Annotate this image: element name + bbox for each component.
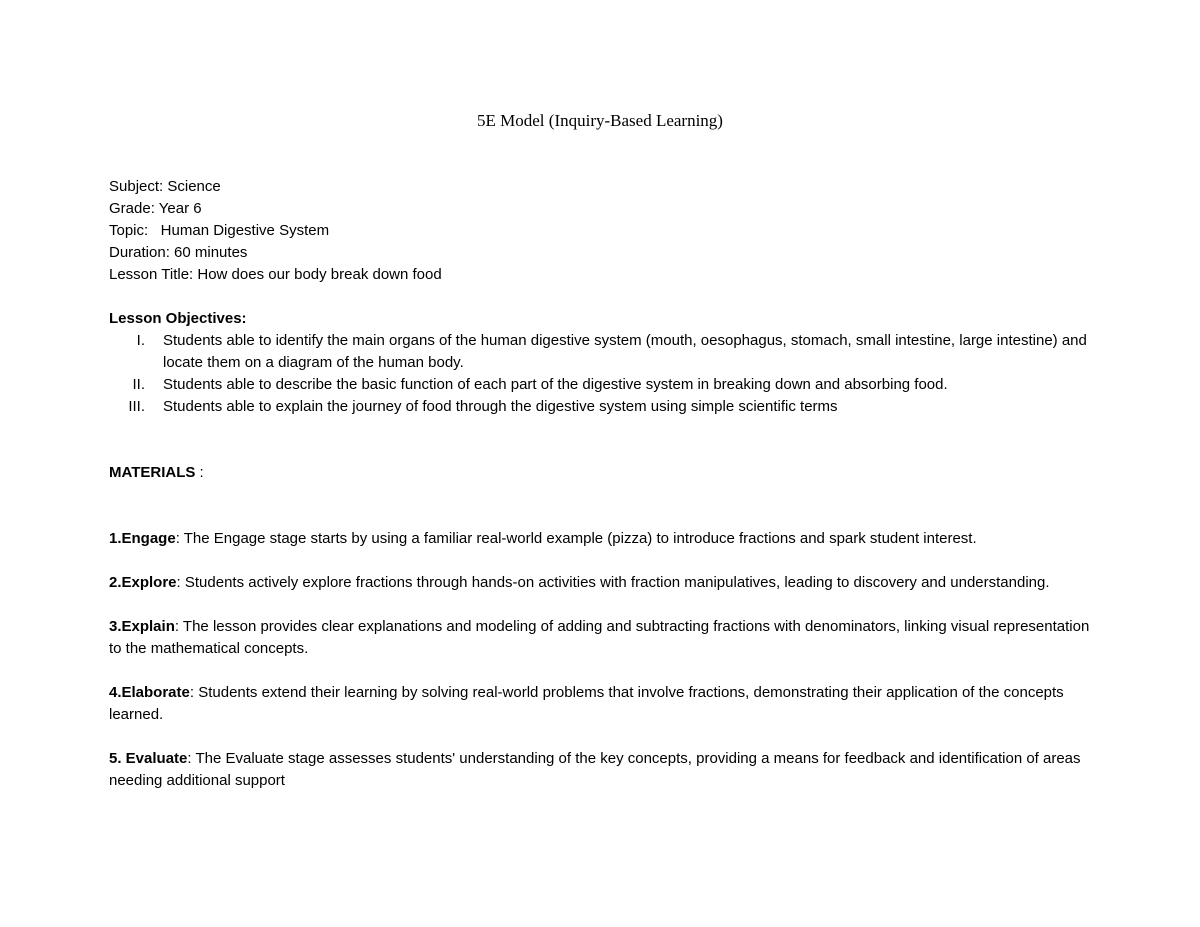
spacer (109, 484, 1094, 528)
stage-engage (109, 528, 1094, 550)
spacer (109, 418, 1094, 462)
duration-line: Duration: 60 minutes (109, 244, 248, 261)
stage-evaluate (109, 748, 1094, 792)
grade-line: Grade: Year 6 (109, 200, 202, 217)
stage-text: : Students extend their learning by solving real-world problems that involve fractions, demonstrating their application of the concepts learned. (109, 684, 1064, 723)
spacer (109, 726, 1094, 748)
objective-item (109, 396, 1094, 418)
spacer (109, 286, 1094, 308)
materials-suffix: : (195, 464, 204, 481)
lesson-title-line: Lesson Title: How does our body break down food (109, 266, 442, 283)
objective-number: I. (136, 332, 145, 349)
objective-text: Students able to identify the main organs of the human digestive system (mouth, oesophagus, stomach, small intestine, large intestine) and locate them on a diagram of the human body. (163, 332, 1087, 371)
stage-text: : The Evaluate stage assesses students' understanding of the key concepts, providing a means for feedback and identification of areas needing additional support (109, 750, 1081, 789)
objective-number: III. (128, 398, 145, 415)
stage-label: 1.Engage (109, 530, 176, 547)
objective-number: II. (132, 376, 145, 393)
stage-label: 5. Evaluate (109, 750, 188, 767)
stage-text: : Students actively explore fractions through hands-on activities with fraction manipulatives, leading to discovery and understanding. (176, 574, 1050, 591)
objective-item (109, 374, 1094, 396)
stage-elaborate (109, 682, 1094, 726)
stage-label: 3.Explain (109, 618, 175, 635)
document-title: 5E Model (Inquiry-Based Learning) (477, 111, 723, 130)
objective-text: Students able to explain the journey of food through the digestive system using simple scientific terms (163, 398, 838, 415)
spacer (109, 594, 1094, 616)
topic-line: Topic: Human Digestive System (109, 222, 330, 239)
materials-label: MATERIALS (109, 464, 196, 481)
objective-text: Students able to describe the basic function of each part of the digestive system in breaking down and absorbing food. (163, 376, 948, 393)
stage-explain (109, 616, 1094, 660)
materials-heading (109, 462, 1094, 484)
subject-line: Subject: Science (109, 178, 221, 195)
objectives-heading: Lesson Objectives: (109, 310, 247, 327)
stage-label: 2.Explore (109, 574, 177, 591)
stage-text: : The Engage stage starts by using a familiar real-world example (pizza) to introduce fractions and spark student interest. (175, 530, 977, 547)
stage-label: 4.Elaborate (109, 684, 190, 701)
spacer (109, 660, 1094, 682)
stage-explore (109, 572, 1094, 594)
document-body (109, 176, 1094, 792)
stage-text: : The lesson provides clear explanations and modeling of adding and subtracting fractions with denominators, linking visual representation to the mathematical concepts. (109, 618, 1090, 657)
spacer (109, 550, 1094, 572)
objective-item (109, 330, 1094, 374)
